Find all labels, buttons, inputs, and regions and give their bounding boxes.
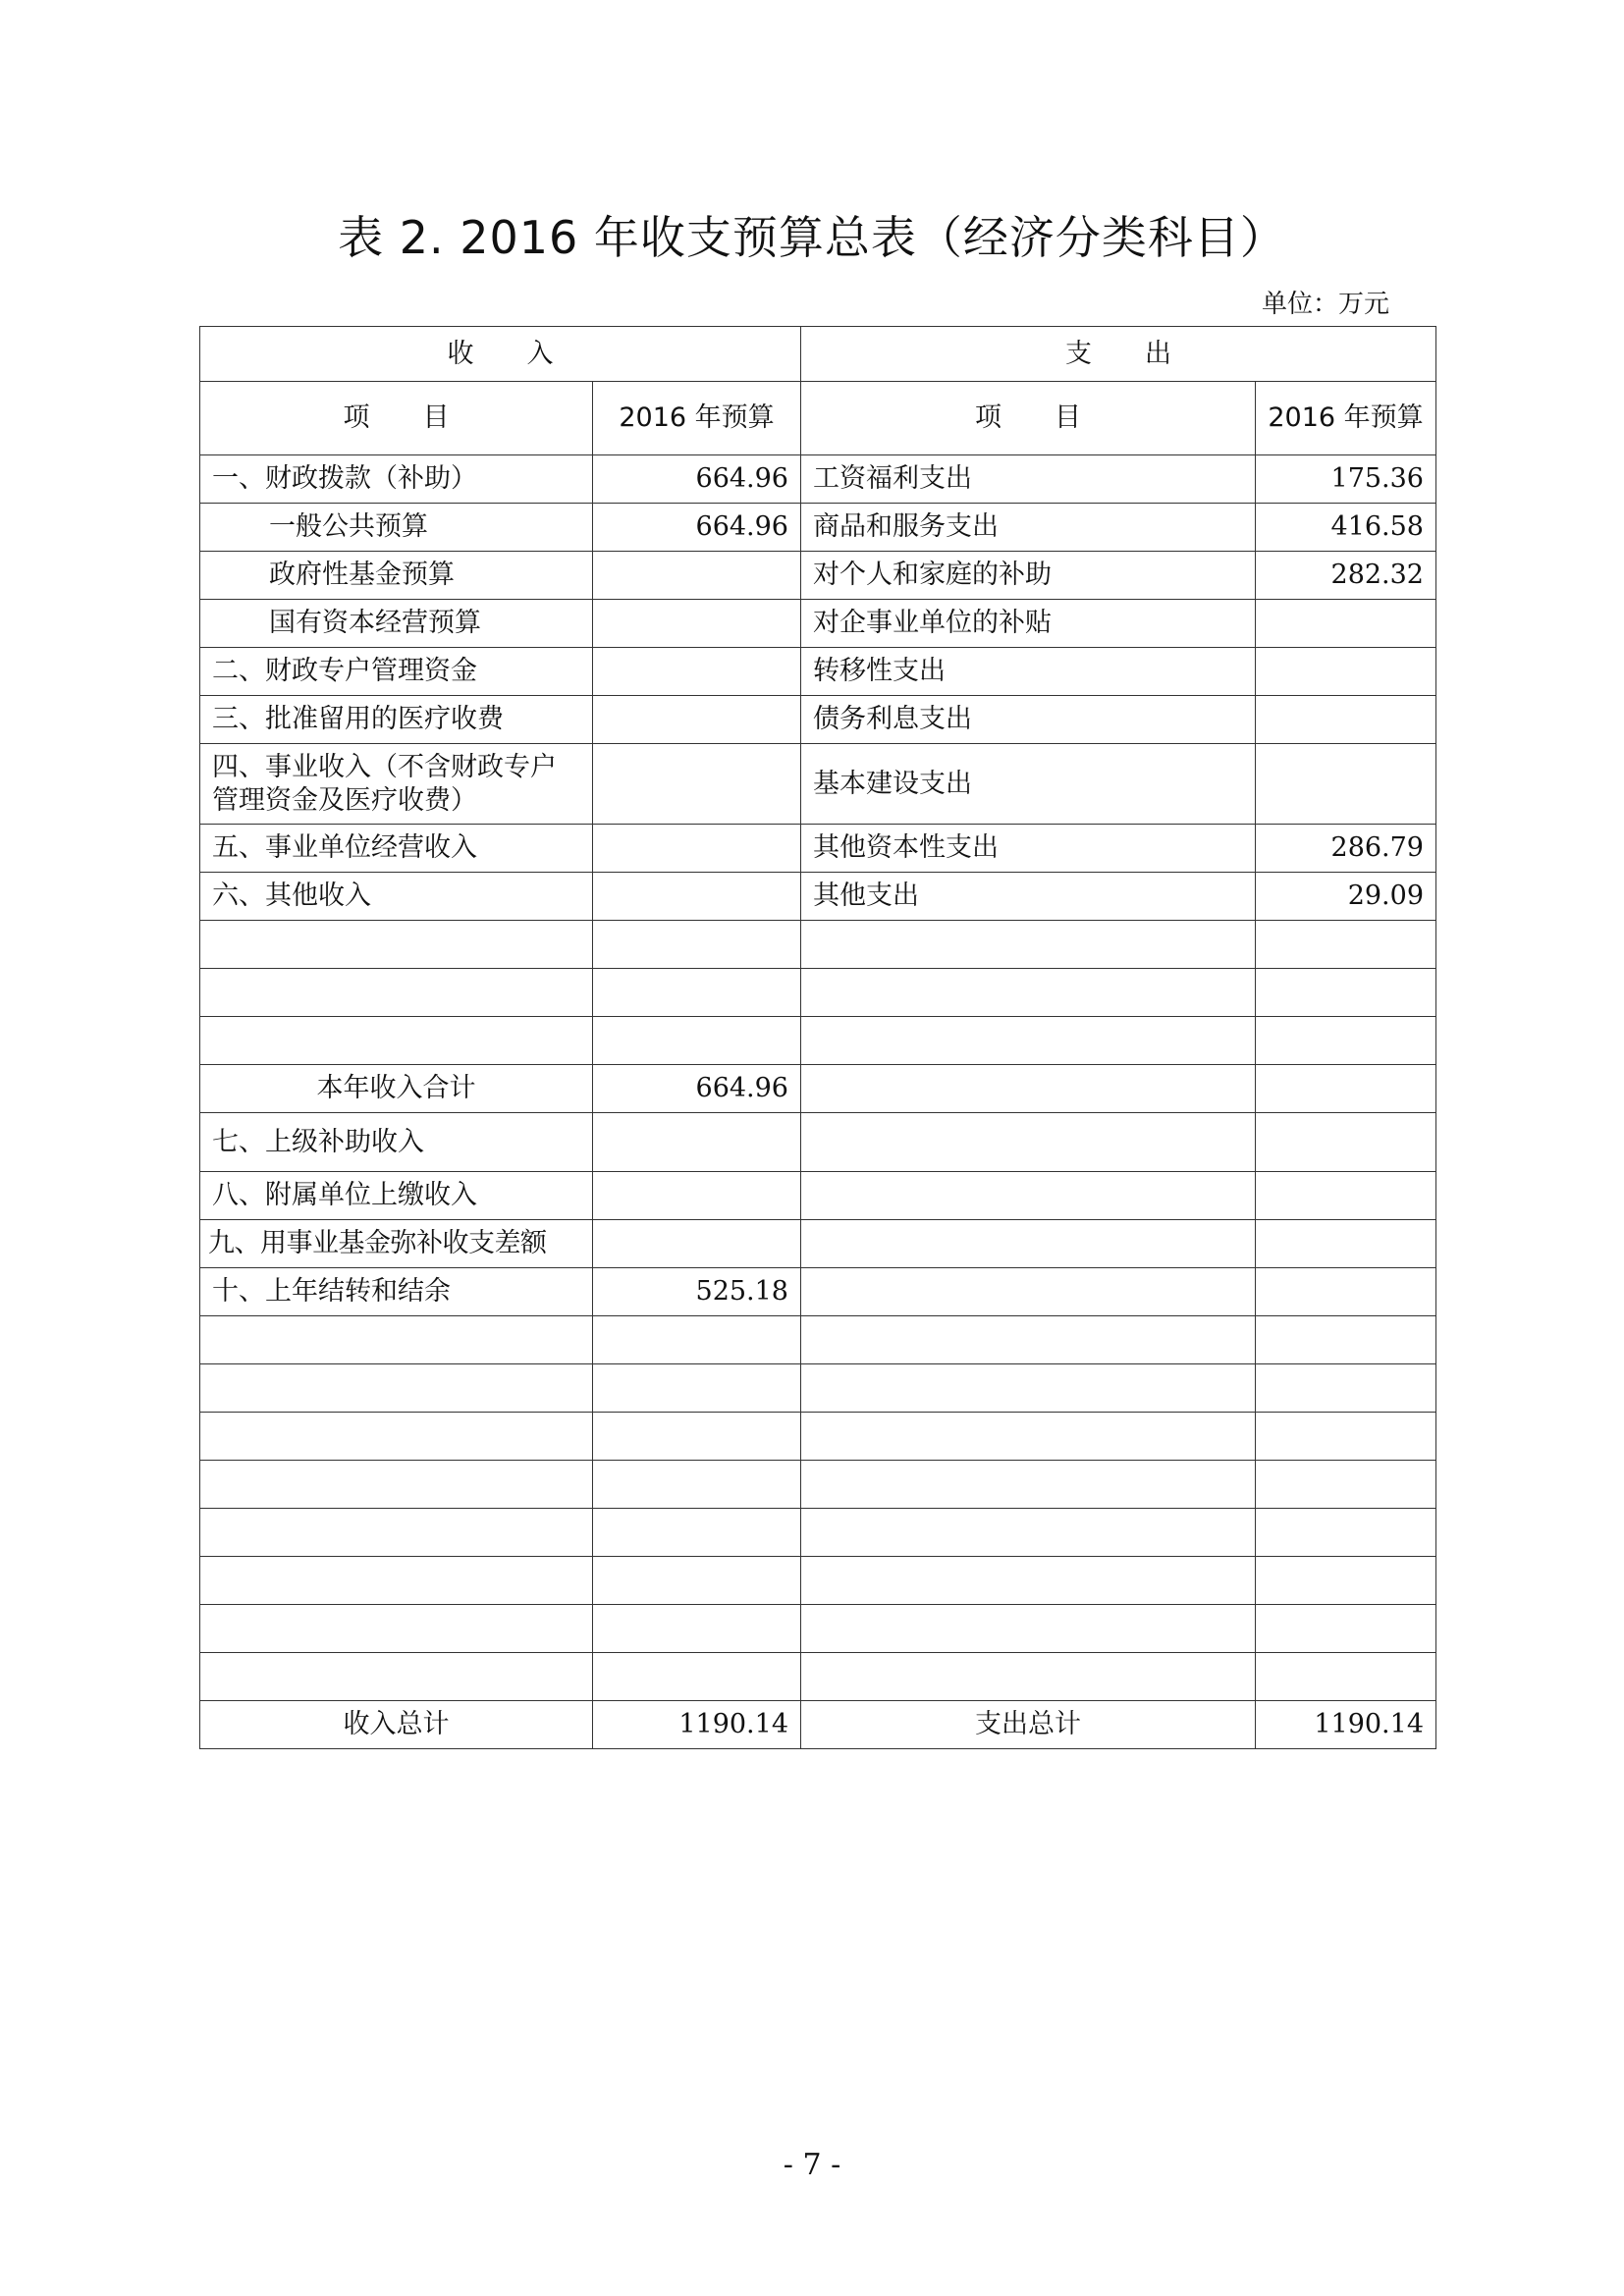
- expense-item: [801, 1268, 1256, 1316]
- expense-value: [1256, 600, 1436, 648]
- table-row: [200, 744, 1436, 825]
- expense-item: 对企事业单位的补贴: [801, 600, 1256, 648]
- expense-value: [1256, 648, 1436, 696]
- income-total-value: 1190.14: [593, 1701, 801, 1749]
- expense-item: [801, 1065, 1256, 1113]
- expense-total-value: 1190.14: [1256, 1701, 1436, 1749]
- table-row: [200, 504, 1436, 552]
- table-row: [200, 600, 1436, 648]
- income-item: 国有资本经营预算: [200, 600, 593, 648]
- income-item: 一般公共预算: [200, 504, 593, 552]
- expense-item: 对个人和家庭的补助: [801, 552, 1256, 600]
- income-item: 二、财政专户管理资金: [200, 648, 593, 696]
- budget-table: [199, 326, 1436, 1749]
- income-item: 五、事业单位经营收入: [200, 825, 593, 873]
- income-value: [593, 1220, 801, 1268]
- empty-row: [200, 969, 1436, 1017]
- income-value: [593, 696, 801, 744]
- expense-value: [1256, 1220, 1436, 1268]
- income-value: [593, 1172, 801, 1220]
- table-row: [200, 873, 1436, 921]
- income-value: [593, 873, 801, 921]
- page-number: - 7 -: [783, 2148, 841, 2182]
- empty-row: [200, 1461, 1436, 1509]
- expense-value: [1256, 1113, 1436, 1172]
- expense-header: 支 出: [801, 327, 1436, 382]
- income-value: [593, 744, 801, 825]
- income-budget-header: 2016 年预算: [593, 382, 801, 455]
- empty-row: [200, 1509, 1436, 1557]
- income-value: 525.18: [593, 1268, 801, 1316]
- income-item: 一、财政拨款（补助）: [200, 455, 593, 504]
- income-item: 四、事业收入（不含财政专户管理资金及医疗收费）: [200, 744, 593, 825]
- table-header-row: [200, 327, 1436, 382]
- table-row: [200, 455, 1436, 504]
- expense-value: [1256, 1268, 1436, 1316]
- income-value: [593, 825, 801, 873]
- empty-row: [200, 1017, 1436, 1065]
- expense-value: 175.36: [1256, 455, 1436, 504]
- table-row: [200, 1220, 1436, 1268]
- expense-value: [1256, 1065, 1436, 1113]
- table-subheader-row: [200, 382, 1436, 455]
- income-item: 三、批准留用的医疗收费: [200, 696, 593, 744]
- expense-value: 416.58: [1256, 504, 1436, 552]
- income-item: 十、上年结转和结余: [200, 1268, 593, 1316]
- empty-row: [200, 1413, 1436, 1461]
- table-row: [200, 1113, 1436, 1172]
- income-value: 664.96: [593, 504, 801, 552]
- expense-value: [1256, 1172, 1436, 1220]
- income-item-header: 项 目: [200, 382, 593, 455]
- income-item: 九、用事业基金弥补收支差额: [200, 1220, 593, 1268]
- empty-row: [200, 921, 1436, 969]
- expense-item: [801, 1172, 1256, 1220]
- table-row: [200, 1172, 1436, 1220]
- income-value: [593, 552, 801, 600]
- expense-item: 转移性支出: [801, 648, 1256, 696]
- income-header: 收 入: [200, 327, 801, 382]
- table-row: [200, 552, 1436, 600]
- income-item: 政府性基金预算: [200, 552, 593, 600]
- table-row: [200, 1268, 1436, 1316]
- income-subtotal-value: 664.96: [593, 1065, 801, 1113]
- expense-item: 其他支出: [801, 873, 1256, 921]
- expense-value: [1256, 744, 1436, 825]
- empty-row: [200, 1364, 1436, 1413]
- expense-item: 工资福利支出: [801, 455, 1256, 504]
- income-item: 六、其他收入: [200, 873, 593, 921]
- expense-item: [801, 1220, 1256, 1268]
- expense-item: [801, 1113, 1256, 1172]
- expense-budget-header: 2016 年预算: [1256, 382, 1436, 455]
- income-item: 七、上级补助收入: [200, 1113, 593, 1172]
- empty-row: [200, 1605, 1436, 1653]
- expense-item: 其他资本性支出: [801, 825, 1256, 873]
- empty-row: [200, 1557, 1436, 1605]
- income-item: 八、附属单位上缴收入: [200, 1172, 593, 1220]
- subtotal-row: [200, 1065, 1436, 1113]
- table-row: [200, 648, 1436, 696]
- expense-value: 282.32: [1256, 552, 1436, 600]
- expense-value: 29.09: [1256, 873, 1436, 921]
- table-row: [200, 696, 1436, 744]
- expense-item: 基本建设支出: [801, 744, 1256, 825]
- income-value: [593, 600, 801, 648]
- expense-item-header: 项 目: [801, 382, 1256, 455]
- empty-row: [200, 1653, 1436, 1701]
- expense-value: 286.79: [1256, 825, 1436, 873]
- expense-item: 债务利息支出: [801, 696, 1256, 744]
- income-value: [593, 648, 801, 696]
- expense-total-label: 支出总计: [801, 1701, 1256, 1749]
- income-subtotal-label: 本年收入合计: [200, 1065, 593, 1113]
- income-value: [593, 1113, 801, 1172]
- income-value: 664.96: [593, 455, 801, 504]
- income-total-label: 收入总计: [200, 1701, 593, 1749]
- totals-row: [200, 1701, 1436, 1749]
- expense-value: [1256, 696, 1436, 744]
- table-row: [200, 825, 1436, 873]
- page-title: 表 2. 2016 年收支预算总表（经济分类科目）: [338, 211, 1286, 264]
- expense-item: 商品和服务支出: [801, 504, 1256, 552]
- empty-row: [200, 1316, 1436, 1364]
- unit-label: 单位：万元: [1261, 290, 1389, 319]
